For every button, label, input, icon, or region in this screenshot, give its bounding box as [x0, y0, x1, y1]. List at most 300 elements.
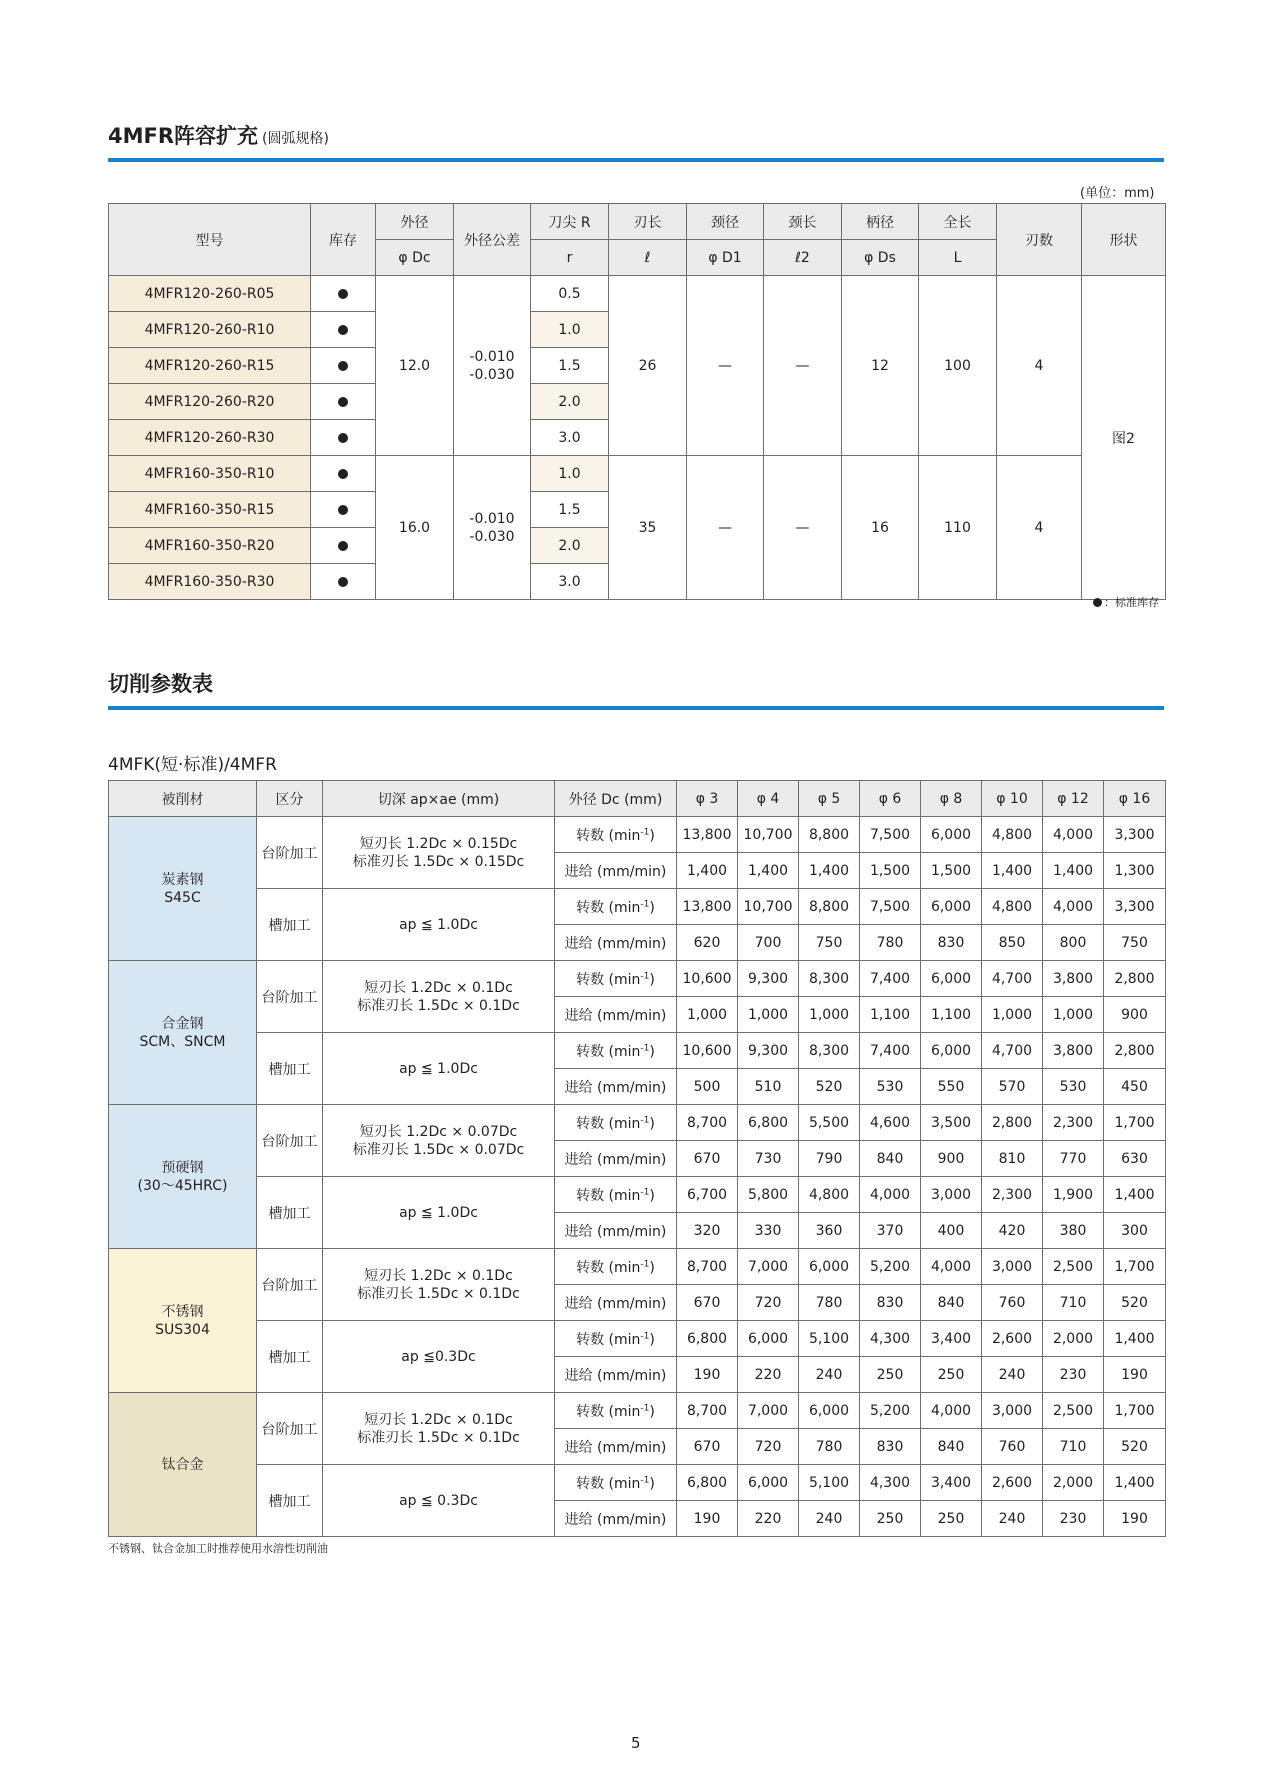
stock-cell [311, 312, 376, 348]
rpm-value: 10,700 [738, 889, 799, 925]
rpm-value: 6,800 [677, 1321, 738, 1357]
rpm-label-close: ) [649, 899, 655, 916]
feed-value: 1,400 [982, 853, 1043, 889]
radius-cell: 2.0 [531, 384, 609, 420]
operation-type-cell: 台阶加工 [257, 1105, 323, 1177]
header-stock: 库存 [311, 204, 376, 276]
rpm-label-text: 转数 (min [576, 1043, 641, 1060]
header-model: 型号 [109, 204, 311, 276]
depth-line: ap ≦ 1.0Dc [399, 916, 478, 933]
feed-value: 1,400 [738, 853, 799, 889]
rpm-value: 4,700 [982, 1033, 1043, 1069]
feed-value: 830 [921, 925, 982, 961]
rpm-value: 6,000 [799, 1249, 860, 1285]
depth-line: 短刃长 1.2Dc × 0.1Dc [364, 1267, 513, 1284]
rpm-value: 2,300 [1043, 1105, 1104, 1141]
feed-label: 进给 (mm/min) [555, 925, 677, 961]
spec-row [109, 456, 1166, 492]
model-cell: 4MFR120-260-R20 [109, 384, 311, 420]
feed-value: 780 [799, 1429, 860, 1465]
feed-value: 760 [982, 1429, 1043, 1465]
cutting-row [109, 1249, 1166, 1285]
feed-value: 670 [677, 1141, 738, 1177]
stock-cell [311, 384, 376, 420]
feed-value: 190 [1104, 1357, 1166, 1393]
depth-cell [323, 1105, 555, 1177]
stock-dot-icon [338, 289, 348, 299]
spec-row [109, 276, 1166, 312]
stock-dot-icon [338, 361, 348, 371]
shank-cell: 12 [842, 276, 919, 456]
rpm-value: 4,000 [921, 1393, 982, 1429]
material-name: 钛合金 [161, 1456, 204, 1473]
feed-value: 250 [860, 1357, 921, 1393]
cutting-row [109, 817, 1166, 853]
header-neck-dia: 颈径 [687, 204, 764, 240]
rpm-value: 7,500 [860, 817, 921, 853]
radius-cell: 3.0 [531, 564, 609, 600]
rpm-label [555, 1465, 677, 1501]
feed-value: 520 [1104, 1429, 1166, 1465]
rpm-value: 4,800 [982, 889, 1043, 925]
header-depth: 切深 ap×ae (mm) [323, 781, 555, 817]
rpm-value: 5,800 [738, 1177, 799, 1213]
header-dc: 外径 [376, 204, 454, 240]
section-subtitle: (圆弧规格) [262, 131, 329, 147]
feed-value: 1,500 [921, 853, 982, 889]
dc-cell: 16.0 [376, 456, 454, 600]
header-material: 被削材 [109, 781, 257, 817]
feed-value: 520 [799, 1069, 860, 1105]
length-cell: 26 [609, 276, 687, 456]
rpm-value: 6,800 [738, 1105, 799, 1141]
feed-value: 520 [1104, 1285, 1166, 1321]
shank-cell: 16 [842, 456, 919, 600]
section-title-lineup [108, 120, 329, 150]
rpm-label-exponent: -1 [640, 826, 650, 837]
depth-line: ap ≦0.3Dc [401, 1348, 476, 1365]
header-shape: 形状 [1082, 204, 1166, 276]
feed-value: 750 [799, 925, 860, 961]
rpm-value: 10,600 [677, 961, 738, 997]
feed-value: 1,100 [921, 997, 982, 1033]
radius-cell: 1.5 [531, 348, 609, 384]
material-grade: SCM、SNCM [139, 1033, 226, 1050]
header-row [109, 781, 1166, 817]
header-neck-len: 颈长 [764, 204, 842, 240]
depth-line: ap ≦ 0.3Dc [399, 1492, 478, 1509]
rpm-label-text: 转数 (min [576, 899, 641, 916]
rpm-value: 8,300 [799, 961, 860, 997]
rpm-value: 7,000 [738, 1393, 799, 1429]
flutes-cell: 4 [997, 456, 1082, 600]
rpm-value: 3,000 [921, 1177, 982, 1213]
header-symbol: L [919, 240, 997, 276]
feed-value: 670 [677, 1429, 738, 1465]
feed-value: 840 [921, 1429, 982, 1465]
stock-cell [311, 456, 376, 492]
rpm-label [555, 1177, 677, 1213]
feed-value: 840 [860, 1141, 921, 1177]
feed-label: 进给 (mm/min) [555, 1213, 677, 1249]
rpm-label-exponent: -1 [640, 898, 650, 909]
depth-line: 标准刃长 1.5Dc × 0.15Dc [352, 853, 525, 870]
stock-cell [311, 348, 376, 384]
header-row [109, 204, 1166, 240]
neck-len-cell: — [764, 276, 842, 456]
rpm-value: 5,100 [799, 1321, 860, 1357]
rpm-label-close: ) [649, 1187, 655, 1204]
shape-cell: 图2 [1082, 276, 1166, 600]
rpm-value: 2,800 [1104, 961, 1166, 997]
radius-cell: 3.0 [531, 420, 609, 456]
rpm-value: 2,500 [1043, 1393, 1104, 1429]
stock-legend-text: ：标准库存 [1104, 596, 1159, 609]
material-cell [109, 1393, 257, 1537]
stock-cell [311, 276, 376, 312]
header-diameter: φ 16 [1104, 781, 1166, 817]
stock-dot-icon [1093, 598, 1102, 607]
rpm-value: 4,000 [1043, 817, 1104, 853]
material-name: 不锈钢 [161, 1303, 204, 1320]
rpm-value: 2,600 [982, 1321, 1043, 1357]
rpm-label-close: ) [649, 1403, 655, 1420]
depth-cell [323, 889, 555, 961]
feed-value: 830 [860, 1429, 921, 1465]
feed-value: 750 [1104, 925, 1166, 961]
rpm-value: 8,800 [799, 889, 860, 925]
feed-value: 760 [982, 1285, 1043, 1321]
tolerance-upper: -0.010 [469, 510, 515, 527]
rpm-label-exponent: -1 [640, 1258, 650, 1269]
section-title-text: 4MFR阵容扩充 [108, 124, 259, 148]
rpm-label [555, 1033, 677, 1069]
feed-value: 420 [982, 1213, 1043, 1249]
feed-value: 500 [677, 1069, 738, 1105]
feed-value: 800 [1043, 925, 1104, 961]
total-length-cell: 100 [919, 276, 997, 456]
header-symbol: r [531, 240, 609, 276]
rpm-label-exponent: -1 [640, 1042, 650, 1053]
cutting-table [108, 780, 1166, 1537]
header-diameter: φ 4 [738, 781, 799, 817]
stock-dot-icon [338, 397, 348, 407]
operation-type-cell: 台阶加工 [257, 1393, 323, 1465]
feed-value: 1,000 [738, 997, 799, 1033]
header-shank: 柄径 [842, 204, 919, 240]
cutting-row [109, 889, 1166, 925]
cutting-row [109, 961, 1166, 997]
rpm-value: 1,400 [1104, 1177, 1166, 1213]
feed-value: 250 [860, 1501, 921, 1537]
radius-cell: 2.0 [531, 528, 609, 564]
material-cell [109, 1105, 257, 1249]
rpm-value: 7,500 [860, 889, 921, 925]
material-name: 炭素钢 [161, 871, 204, 888]
depth-cell [323, 961, 555, 1033]
rpm-value: 6,000 [921, 889, 982, 925]
material-grade: S45C [164, 889, 201, 906]
feed-value: 770 [1043, 1141, 1104, 1177]
cutting-row [109, 1393, 1166, 1429]
depth-cell [323, 1321, 555, 1393]
rpm-label-exponent: -1 [640, 1114, 650, 1125]
rpm-label-exponent: -1 [640, 1402, 650, 1413]
depth-line: 短刃长 1.2Dc × 0.1Dc [364, 1411, 513, 1428]
feed-value: 900 [921, 1141, 982, 1177]
header-diameter: φ 12 [1043, 781, 1104, 817]
operation-type-cell: 台阶加工 [257, 1249, 323, 1321]
section-divider [108, 158, 1164, 162]
depth-cell [323, 1393, 555, 1465]
rpm-value: 5,200 [860, 1249, 921, 1285]
depth-line: 标准刃长 1.5Dc × 0.07Dc [352, 1141, 525, 1158]
material-cell [109, 1249, 257, 1393]
operation-type-cell: 台阶加工 [257, 817, 323, 889]
model-cell: 4MFR160-350-R20 [109, 528, 311, 564]
rpm-label [555, 1249, 677, 1285]
header-tolerance: 外径公差 [454, 204, 531, 276]
rpm-value: 4,800 [799, 1177, 860, 1213]
rpm-label [555, 1393, 677, 1429]
rpm-label [555, 889, 677, 925]
cutting-row [109, 1105, 1166, 1141]
rpm-value: 3,800 [1043, 1033, 1104, 1069]
feed-value: 330 [738, 1213, 799, 1249]
feed-value: 530 [860, 1069, 921, 1105]
rpm-value: 3,000 [982, 1249, 1043, 1285]
rpm-label-close: ) [649, 1259, 655, 1276]
feed-value: 220 [738, 1357, 799, 1393]
rpm-value: 3,800 [1043, 961, 1104, 997]
rpm-label-text: 转数 (min [576, 827, 641, 844]
material-name: 预硬钢 [161, 1159, 204, 1176]
feed-value: 630 [1104, 1141, 1166, 1177]
rpm-value: 6,000 [738, 1321, 799, 1357]
total-length-cell: 110 [919, 456, 997, 600]
feed-value: 710 [1043, 1285, 1104, 1321]
rpm-label [555, 1321, 677, 1357]
rpm-label-exponent: -1 [640, 1330, 650, 1341]
stock-dot-icon [338, 325, 348, 335]
feed-value: 1,100 [860, 997, 921, 1033]
unit-label: (单位：mm) [1080, 186, 1155, 201]
stock-dot-icon [338, 469, 348, 479]
rpm-value: 3,500 [921, 1105, 982, 1141]
model-cell: 4MFR160-350-R15 [109, 492, 311, 528]
radius-cell: 1.0 [531, 456, 609, 492]
dc-cell: 12.0 [376, 276, 454, 456]
feed-value: 850 [982, 925, 1043, 961]
feed-value: 780 [799, 1285, 860, 1321]
tolerance-lower: -0.030 [469, 366, 515, 383]
rpm-value: 3,300 [1104, 889, 1166, 925]
stock-cell [311, 492, 376, 528]
feed-value: 570 [982, 1069, 1043, 1105]
rpm-label-text: 转数 (min [576, 1187, 641, 1204]
stock-cell [311, 564, 376, 600]
feed-value: 1,400 [799, 853, 860, 889]
header-dc: 外径 Dc (mm) [555, 781, 677, 817]
cutting-table-title: 4MFK(短·标准)/4MFR [108, 755, 277, 775]
stock-cell [311, 528, 376, 564]
depth-line: ap ≦ 1.0Dc [399, 1204, 478, 1221]
depth-line: 标准刃长 1.5Dc × 0.1Dc [357, 1429, 520, 1446]
feed-value: 400 [921, 1213, 982, 1249]
feed-label: 进给 (mm/min) [555, 997, 677, 1033]
rpm-value: 6,000 [921, 961, 982, 997]
rpm-label-text: 转数 (min [576, 1403, 641, 1420]
rpm-value: 6,000 [921, 1033, 982, 1069]
feed-value: 190 [677, 1357, 738, 1393]
feed-label: 进给 (mm/min) [555, 1501, 677, 1537]
feed-value: 240 [982, 1357, 1043, 1393]
rpm-value: 3,000 [982, 1393, 1043, 1429]
feed-value: 190 [677, 1501, 738, 1537]
stock-dot-icon [338, 577, 348, 587]
header-symbol: ℓ [609, 240, 687, 276]
rpm-value: 8,700 [677, 1393, 738, 1429]
tolerance-cell [454, 456, 531, 600]
rpm-value: 1,700 [1104, 1249, 1166, 1285]
rpm-label-close: ) [649, 1115, 655, 1132]
header-diameter: φ 3 [677, 781, 738, 817]
rpm-label-exponent: -1 [640, 970, 650, 981]
model-cell: 4MFR120-260-R10 [109, 312, 311, 348]
neck-len-cell: — [764, 456, 842, 600]
model-cell: 4MFR120-260-R15 [109, 348, 311, 384]
rpm-value: 10,700 [738, 817, 799, 853]
rpm-label [555, 1105, 677, 1141]
feed-value: 250 [921, 1357, 982, 1393]
feed-value: 1,000 [677, 997, 738, 1033]
cutting-row [109, 1321, 1166, 1357]
header-radius: 刀尖 R [531, 204, 609, 240]
stock-dot-icon [338, 541, 348, 551]
feed-label: 进给 (mm/min) [555, 1429, 677, 1465]
feed-value: 830 [860, 1285, 921, 1321]
header-diameter: φ 8 [921, 781, 982, 817]
rpm-value: 1,700 [1104, 1105, 1166, 1141]
feed-value: 840 [921, 1285, 982, 1321]
rpm-value: 8,700 [677, 1105, 738, 1141]
operation-type-cell: 槽加工 [257, 1033, 323, 1105]
tolerance-upper: -0.010 [469, 348, 515, 365]
operation-type-cell: 槽加工 [257, 889, 323, 961]
rpm-label-text: 转数 (min [576, 1259, 641, 1276]
feed-value: 790 [799, 1141, 860, 1177]
header-total: 全长 [919, 204, 997, 240]
rpm-value: 6,000 [799, 1393, 860, 1429]
tolerance-cell [454, 276, 531, 456]
feed-value: 380 [1043, 1213, 1104, 1249]
rpm-value: 4,000 [921, 1249, 982, 1285]
feed-value: 550 [921, 1069, 982, 1105]
rpm-label-close: ) [649, 827, 655, 844]
neck-dia-cell: — [687, 456, 764, 600]
material-grade: SUS304 [155, 1321, 210, 1338]
rpm-value: 8,300 [799, 1033, 860, 1069]
rpm-value: 4,000 [860, 1177, 921, 1213]
depth-line: 短刃长 1.2Dc × 0.1Dc [364, 979, 513, 996]
feed-value: 450 [1104, 1069, 1166, 1105]
feed-value: 670 [677, 1285, 738, 1321]
rpm-label-close: ) [649, 971, 655, 988]
rpm-value: 3,400 [921, 1321, 982, 1357]
spec-table [108, 203, 1166, 600]
rpm-value: 4,800 [982, 817, 1043, 853]
header-diameter: φ 6 [860, 781, 921, 817]
feed-label: 进给 (mm/min) [555, 1285, 677, 1321]
feed-value: 240 [799, 1501, 860, 1537]
operation-type-cell: 槽加工 [257, 1321, 323, 1393]
header-type: 区分 [257, 781, 323, 817]
rpm-value: 1,900 [1043, 1177, 1104, 1213]
length-cell: 35 [609, 456, 687, 600]
rpm-label [555, 961, 677, 997]
rpm-value: 2,800 [1104, 1033, 1166, 1069]
depth-cell [323, 1177, 555, 1249]
feed-value: 370 [860, 1213, 921, 1249]
header-symbol: φ Ds [842, 240, 919, 276]
rpm-label-text: 转数 (min [576, 1331, 641, 1348]
feed-value: 1,400 [677, 853, 738, 889]
rpm-value: 6,000 [738, 1465, 799, 1501]
rpm-value: 10,600 [677, 1033, 738, 1069]
model-cell: 4MFR120-260-R30 [109, 420, 311, 456]
operation-type-cell: 槽加工 [257, 1177, 323, 1249]
stock-legend [1093, 594, 1159, 610]
rpm-value: 1,400 [1104, 1321, 1166, 1357]
depth-line: ap ≦ 1.0Dc [399, 1060, 478, 1077]
rpm-value: 8,700 [677, 1249, 738, 1285]
depth-cell [323, 1033, 555, 1105]
feed-value: 1,000 [799, 997, 860, 1033]
header-diameter: φ 5 [799, 781, 860, 817]
cutting-row [109, 1033, 1166, 1069]
radius-cell: 1.0 [531, 312, 609, 348]
page-number: 5 [631, 1734, 641, 1752]
section-title-cutting: 切削参数表 [108, 672, 213, 696]
rpm-label [555, 817, 677, 853]
rpm-value: 7,400 [860, 1033, 921, 1069]
rpm-label-exponent: -1 [640, 1474, 650, 1485]
radius-cell: 1.5 [531, 492, 609, 528]
rpm-value: 7,000 [738, 1249, 799, 1285]
model-cell: 4MFR160-350-R10 [109, 456, 311, 492]
rpm-label-close: ) [649, 1043, 655, 1060]
rpm-value: 2,000 [1043, 1465, 1104, 1501]
material-cell [109, 961, 257, 1105]
rpm-value: 9,300 [738, 961, 799, 997]
tolerance-lower: -0.030 [469, 528, 515, 545]
rpm-label-text: 转数 (min [576, 1475, 641, 1492]
rpm-value: 13,800 [677, 889, 738, 925]
flutes-cell: 4 [997, 276, 1082, 456]
feed-value: 230 [1043, 1357, 1104, 1393]
feed-label: 进给 (mm/min) [555, 1357, 677, 1393]
feed-label: 进给 (mm/min) [555, 853, 677, 889]
feed-value: 710 [1043, 1429, 1104, 1465]
neck-dia-cell: — [687, 276, 764, 456]
rpm-label-close: ) [649, 1331, 655, 1348]
depth-line: 标准刃长 1.5Dc × 0.1Dc [357, 1285, 520, 1302]
operation-type-cell: 槽加工 [257, 1465, 323, 1537]
rpm-value: 3,400 [921, 1465, 982, 1501]
rpm-value: 2,800 [982, 1105, 1043, 1141]
rpm-label-text: 转数 (min [576, 1115, 641, 1132]
rpm-value: 4,300 [860, 1465, 921, 1501]
